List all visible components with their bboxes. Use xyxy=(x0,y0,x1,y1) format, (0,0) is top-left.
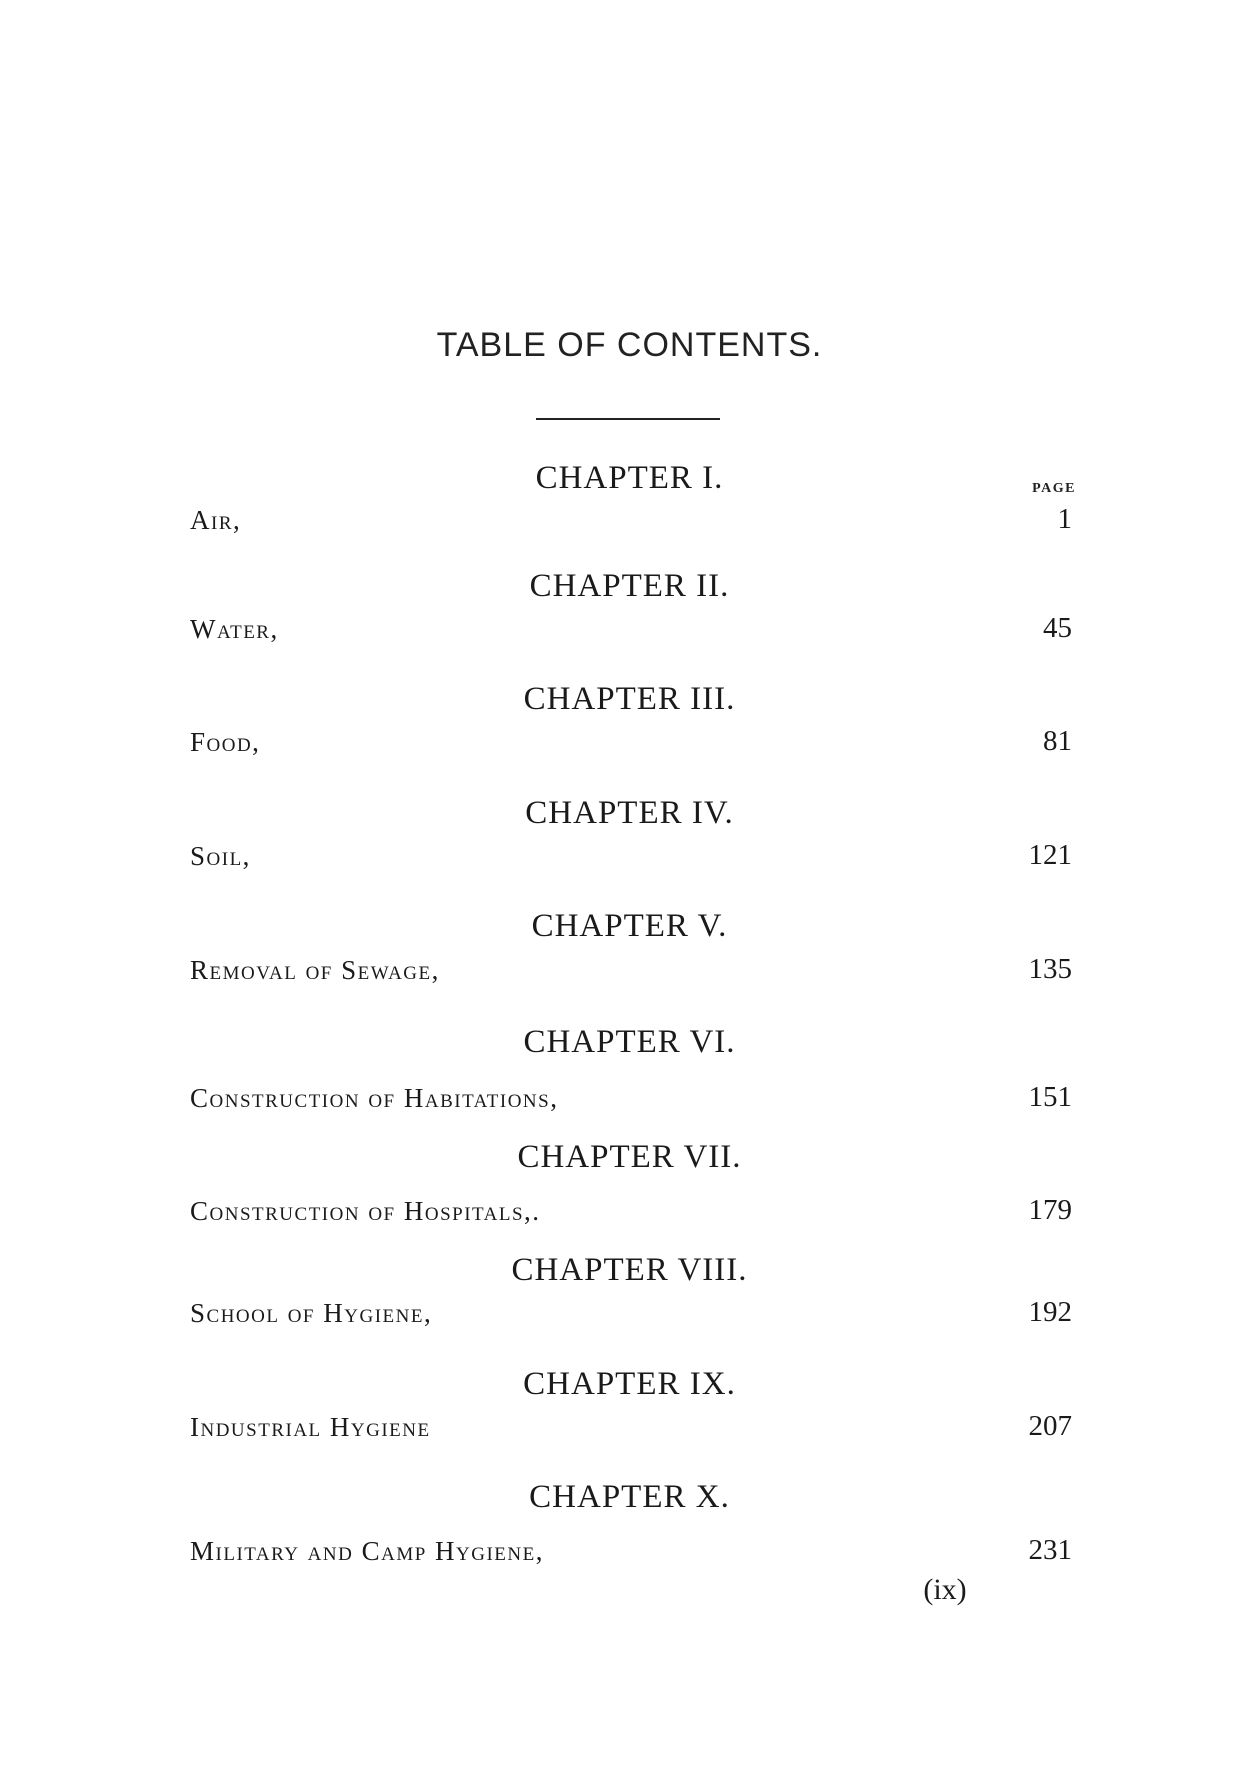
chapter-heading: CHAPTER III. xyxy=(523,681,736,717)
chapter-page-number: 121 xyxy=(1028,839,1072,871)
chapter-heading: CHAPTER I. xyxy=(535,460,724,496)
chapter-title: School of Hygiene, xyxy=(190,1298,433,1328)
chapter-heading: CHAPTER X. xyxy=(529,1479,730,1515)
chapter-heading: CHAPTER IV. xyxy=(525,795,734,831)
title-divider xyxy=(536,418,720,420)
chapter-title: Soil, xyxy=(190,841,251,871)
chapter-title: Construction of Hospitals,. xyxy=(190,1196,541,1226)
chapter-page-number: 45 xyxy=(1043,612,1072,644)
chapter-page-number: 192 xyxy=(1028,1296,1072,1328)
chapter-title: Construction of Habitations, xyxy=(190,1083,559,1113)
chapter-page-number: 207 xyxy=(1028,1410,1072,1442)
chapter-title: Industrial Hygiene xyxy=(190,1412,431,1442)
chapter-title: Water, xyxy=(190,614,279,644)
chapter-title: Military and Camp Hygiene, xyxy=(190,1536,544,1566)
chapter-heading: CHAPTER II. xyxy=(529,568,730,604)
chapter-heading: CHAPTER V. xyxy=(531,908,728,944)
chapter-title: Food, xyxy=(190,727,261,757)
chapter-heading: CHAPTER VII. xyxy=(517,1139,742,1175)
chapter-page-number: 179 xyxy=(1028,1194,1072,1226)
chapter-page-number: 135 xyxy=(1028,953,1072,985)
chapter-page-number: 81 xyxy=(1043,725,1072,757)
chapter-heading: CHAPTER VI. xyxy=(523,1024,736,1060)
chapter-heading: CHAPTER VIII. xyxy=(511,1252,748,1288)
page-column-header: PAGE xyxy=(1032,481,1076,496)
chapter-title: Removal of Sewage, xyxy=(190,955,440,985)
chapter-title: Air, xyxy=(190,505,242,535)
chapter-heading: CHAPTER IX. xyxy=(523,1366,736,1402)
chapter-page-number: 231 xyxy=(1028,1534,1072,1566)
folio-page-number: (ix) xyxy=(923,1573,967,1606)
chapter-page-number: 1 xyxy=(1057,503,1072,535)
chapter-page-number: 151 xyxy=(1028,1081,1072,1113)
page-title: TABLE OF CONTENTS. xyxy=(436,326,823,364)
